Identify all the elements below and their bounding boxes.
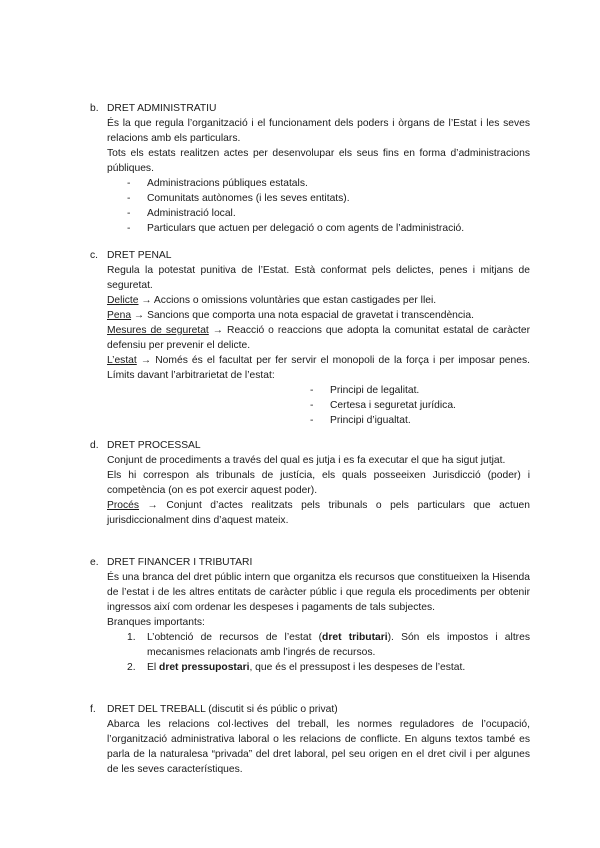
definition-delicte (107, 293, 530, 308)
branques-label: Branques importants: (107, 617, 205, 628)
section-title: DRET FINANCER I TRIBUTARI (107, 557, 253, 568)
list-item: - Certesa i seguretat jurídica. (107, 398, 530, 413)
item-text: L’obtenció de recursos de l’estat ( (147, 632, 323, 643)
list-item: - Administració local. (107, 206, 530, 221)
section-title: DRET PENAL (107, 250, 172, 261)
item-bold: dret pressupostari (159, 662, 250, 673)
definition: → Accions o omissions voluntàries que estan castigades per llei. (138, 295, 437, 306)
section-body (107, 263, 530, 428)
definition: → Sancions que comporta una nota espacial de gravetat i transcendència. (131, 310, 474, 321)
numbered-list (107, 630, 530, 675)
definition-pena (107, 308, 530, 323)
item-number: 2. (127, 662, 136, 673)
section-heading (90, 101, 530, 116)
section-heading (90, 438, 530, 453)
item-text: ). Són els impostos i altres mecanismes relacionats amb l’ingrés de recursos. (147, 632, 530, 658)
term: Mesures de seguretat (107, 325, 209, 336)
list-item (107, 660, 530, 675)
section-title: DRET PROCESSAL (107, 440, 201, 451)
list-item: - Administracions públiques estatals. (107, 176, 530, 191)
item-bold: dret tributari (322, 632, 388, 643)
paragraph: Els hi correspon als tribunals de justícia, els quals posseeixen Jurisdicció (poder) i competència (on es pot exercir aquest poder). (107, 470, 530, 496)
section-body (107, 717, 530, 777)
paragraph: Tots els estats realitzen actes per desenvolupar els seus fins en forma d’administracions públiques. (107, 148, 530, 174)
term: L’estat (107, 355, 137, 366)
section-heading (90, 702, 530, 717)
dash-list (107, 176, 530, 236)
section-dret-penal (90, 248, 530, 428)
list-item: - Comunitats autònomes (i les seves entitats). (107, 191, 530, 206)
section-letter: b. (90, 103, 99, 114)
section-body (107, 453, 530, 528)
section-letter: e. (90, 557, 99, 568)
term: Procés (107, 500, 140, 511)
section-dret-processal (90, 438, 530, 528)
definition-estat (107, 353, 530, 383)
definition: → Només és el facultat per fer servir el monopoli de la força i per imposar penes. Límits davant l’arbitrarietat de l’estat: (107, 355, 530, 381)
list-item (107, 630, 530, 660)
definition-proces (107, 498, 530, 528)
section-letter: d. (90, 440, 99, 451)
section-body (107, 570, 530, 675)
paragraph: Regula la potestat punitiva de l’Estat. Està conformat pels delictes, penes i mitjans de seguretat. (107, 265, 530, 291)
section-title: DRET DEL TREBALL (discutit si és públic o privat) (107, 704, 338, 715)
section-title: DRET ADMINISTRATIU (107, 103, 217, 114)
section-heading (90, 248, 530, 263)
section-dret-treball (90, 702, 530, 777)
item-text: , que és el pressupost i les despeses de l’estat. (249, 662, 466, 673)
paragraph: Conjunt de procediments a través del qual es jutja i es fa executar el que ha sigut jutjat. (107, 455, 506, 466)
term: Pena (107, 310, 132, 321)
dash-list (107, 383, 530, 428)
item-number: 1. (127, 632, 136, 643)
section-dret-financer (90, 555, 530, 675)
paragraph: És una branca del dret públic intern que organitza els recursos que constitueixen la Hisenda de l’estat i de les altres entitats de caràcter públic i que regula els procediments per obtenir ingressos així com ordenar les despeses i pagaments de tals subjectes. (107, 572, 530, 613)
definition: → Reacció o reaccions que adopta la comunitat estatal de caràcter defensiu per prevenir el delicte. (107, 325, 530, 351)
section-letter: f. (90, 704, 96, 715)
section-body (107, 116, 530, 236)
section-letter: c. (90, 250, 99, 261)
list-item: - Principi de legalitat. (107, 383, 530, 398)
term: Delicte (107, 295, 139, 306)
section-dret-administratiu (90, 101, 530, 236)
paragraph: És la que regula l’organització i el funcionament dels poders i òrgans de l’Estat i les seves relacions amb els particulars. (107, 118, 530, 144)
item-text: El (147, 662, 160, 673)
definition: → Conjunt d’actes realitzats pels tribunals o pels particulars que actuen jurisdiccionalment dins d’aquest mateix. (107, 500, 530, 526)
list-item: - Principi d’igualtat. (107, 413, 530, 428)
paragraph: Abarca les relacions col·lectives del treball, les normes reguladores de l’ocupació, l’organització administrativa laboral o les relacions de conflicte. En alguns textos també es parla de la naturalesa “privada” del dret laboral, pel seu origen en el dret civil i per algunes de les seves característiques. (107, 719, 530, 775)
list-item: - Particulars que actuen per delegació o com agents de l’administració. (107, 221, 530, 236)
definition-mesures (107, 323, 530, 353)
section-heading (90, 555, 530, 570)
